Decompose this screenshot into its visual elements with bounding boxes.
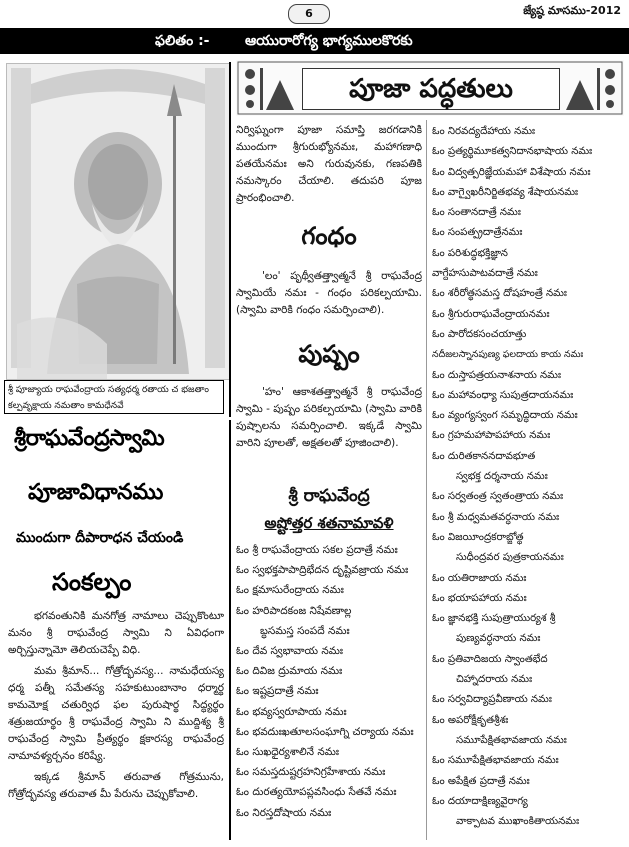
page-title-line1: శ్రీరాఘవేంద్రస్వామి — [14, 426, 165, 451]
list-item: ఓం ఇష్టప్రదాత్రే నమః — [236, 685, 319, 698]
list-item: ఓం అపేక్షిత ప్రదాత్రే నమః — [432, 775, 530, 787]
result-text: ఆయురారోగ్య భాగ్యములకొరకు — [245, 33, 413, 49]
pushpam-paragraph: 'హం' ఆకాశతత్త్వాత్మనే శ్రీ రాఘవేంద్ర స్వామి - పుష్పం పరికల్పయామి (స్వామి వారికి పుష్పాలను సమర్పించాలి. ఇక్కడే స్వామి వారిని పూలతో, అక్షతలతో పూజించాలి). — [236, 386, 422, 449]
list-item: ఓం వ్యంగ్యస్వంగ సమృద్ధిదాయ నమః — [432, 410, 578, 422]
intro-text — [236, 122, 422, 207]
list-item: ఓం సంతానదాత్రే నమః — [432, 207, 521, 219]
names-list-right — [432, 122, 627, 832]
list-item: ఓం దుస్తాపత్రయనాశనాయ నమః — [432, 369, 561, 381]
list-item: చిహ్నాదరాయ నమః — [456, 674, 533, 686]
list-item: ఓం దురత్యయోపప్లవసింధు సేతవే నమః — [236, 786, 397, 799]
puja-banner — [236, 60, 624, 116]
list-item: ఓం పరిశుద్ధభక్తిజ్ఞాన — [432, 247, 508, 259]
list-item: ఓం దయాదాక్షిణ్యవైరాగ్య — [432, 795, 528, 807]
list-item: ఓం స్వభక్తపాపాద్రిభేదన దృష్టివజ్రాయ నమః — [236, 564, 409, 577]
column-divider — [229, 420, 231, 840]
list-item: బ్ధసమస్త సంపదే నమః — [260, 624, 350, 637]
list-item: ఓం సర్వతంత్ర స్వతంత్రాయ నమః — [432, 491, 564, 503]
column-divider — [426, 120, 427, 840]
list-item: ఓం సంపత్ప్రదాత్రేనమః — [432, 227, 523, 239]
list-item: సమూపేక్షితభావజాయ నమః — [456, 734, 567, 746]
gandham-paragraph: 'లం' పృథ్వీతత్త్వాత్మనే శ్రీ రాఘవేంద్ర స్వామియే నమః - గంధం పరికల్పయామి. (స్వామి వారికి గంధం సమర్పించాలి). — [236, 270, 422, 316]
list-item: ఓం జ్ఞానభక్తి సుపుత్రాయుర్యశ శ్రీ — [432, 613, 556, 625]
names-list-middle — [236, 540, 424, 823]
paragraph: ఇక్కడ శ్రీమాన్ తరువాత గోత్రమును, గోత్రోద్భవస్య తరువాత మీ పేరును చెప్పుకోవాలి. — [8, 771, 224, 800]
pushpam-text — [236, 384, 422, 452]
photo-caption: శ్రీ పూజ్యాయ రాఘవేంద్రాయ సత్యధర్మ రతాయ చ భజతాం కల్పవృక్షాయ నమతాం కామధేనవే — [4, 380, 224, 414]
sankalpam-text — [8, 608, 224, 807]
list-item: ఓం గ్రహమహాపాపహాయ నమః — [432, 430, 551, 442]
swamy-photo — [6, 63, 230, 380]
banner-title: పూజా పద్ధతులు — [302, 68, 560, 110]
list-item: ఓం భవదుఃఖతూలసంఘాగ్ని చర్యాయ నమః — [236, 725, 414, 738]
list-item: ఓం భయాపహాయ నమః — [432, 592, 527, 604]
list-item: ఓం సుఖధైర్యశాలినే నమః — [236, 746, 339, 759]
list-item: ఓం శ్రీగురురాఘవేంద్రాయనమః — [432, 308, 550, 320]
list-item: ఓం వాగ్వైఖరీనిర్జితభవ్య శేషాయనమః — [432, 186, 579, 198]
subtitle: ముందుగా దీపారాధన చేయండి — [16, 530, 184, 546]
page-number: 6 — [288, 4, 330, 24]
paragraph: భగవంతునికి మనగోత్ర నామాలు చెప్పుకొంటూ మనం శ్రీ రాఘవేంద్ర స్వామి ని ఏవిధంగా అర్చిస్తున్నామో తెలియచెప్పే విధి. — [8, 610, 224, 656]
list-item: ఓం సర్వవిద్యాప్రవీణాయ నమః — [432, 694, 552, 706]
list-item: నదీజలస్నానపుణ్య ఫలదాయ కాయ నమః — [432, 349, 584, 361]
result-label: ఫలితం :- — [155, 33, 210, 49]
list-item: ఓం భవ్యస్వరూపాయ నమః — [236, 705, 347, 718]
column-divider — [229, 62, 231, 417]
list-item: ఓం సమూపేక్షితభావజాయ నమః — [432, 755, 559, 767]
list-item: స్వభక్త దర్శనాయ నమః — [456, 471, 548, 483]
list-item: ఓం ప్రత్యర్థిమూకత్వనిదానభాషాయ నమః — [432, 146, 593, 158]
gandham-title: గంధం — [301, 222, 357, 250]
issue-label: జ్యేష్ఠ మాసము-2012 — [523, 4, 621, 17]
list-item: ఓం మహావంధ్యా సుపుత్రదాయనమః — [432, 389, 574, 401]
list-item: ఓం యతిరాజాయ నమః — [432, 572, 527, 584]
list-item: ఓం హరిపాదకంజ నిషేవణాల్ల — [236, 604, 352, 617]
list-title: శ్రీ రాఘవేంద్ర — [288, 486, 370, 506]
result-bar — [0, 28, 629, 54]
gandham-text — [236, 268, 422, 319]
list-item: ఓం నిరవద్యదేహాయ నమః — [432, 126, 536, 137]
list-item: ఓం అపరోక్షీకృతశ్రీశః — [432, 714, 509, 726]
list-item: ఓం శ్రీ మధ్వమతవర్ధనాయ నమః — [432, 511, 560, 523]
list-item: ఓం దివిజ ద్రుమాయ నమః — [236, 665, 343, 678]
list-subtitle: అష్టోత్తర శతనామావళి — [264, 514, 394, 532]
list-item: వాక్పాటవ ముఖాంకితాయనమః — [456, 816, 580, 828]
pushpam-title: పుష్పం — [298, 340, 360, 368]
list-item: ఓం నిరస్తదోషాయ నమః — [236, 806, 332, 819]
list-item: ఓం సమస్తదుష్టగ్రహనిగ్రహేశాయ నమః — [236, 766, 386, 779]
list-item: ఓం ప్రతివాదిజయ స్వాంతభేద — [432, 653, 548, 665]
paragraph: మమ శ్రీమాన్... గోత్రోద్భవస్య... నామధేయస్య ధర్మ పత్నీ సమేతస్య సహకుటుంబానాం ధర్మార్థ కామమోక్ష చతుర్విధ ఫల పురుషార్థ సిద్ధ్యర్థం శత్రుజయార్థం శ్రీ రాఘవేంద్ర స్వామి ని ముద్దిశ్య శ్రీ రాఘవేంద్ర స్వామి ప్రీత్యర్థం క్షకారస్య రాఘవేంద్ర నామావళ్యర్చనం కరిష్యే. — [8, 665, 224, 762]
list-item: ఓం దురితకాననదావభూత — [432, 450, 536, 462]
list-item: ఓం శరీరోత్థసమస్త దోషహంత్రే నమః — [432, 288, 567, 300]
swamy-illustration — [7, 64, 229, 379]
list-item: వాగ్దేహసుపాటవదాత్రే నమః — [432, 268, 538, 280]
list-item: ఓం దేవ స్వభావాయ నమః — [236, 645, 343, 658]
list-item: సుధీంద్రవర పుత్రకాయనమః — [456, 552, 564, 564]
list-item: ఓం విద్వత్పరిజ్ఞేయమహా విశేషాయ నమః — [432, 166, 591, 178]
list-item: ఓం పారోదకసంచయాత్తు — [432, 328, 527, 340]
list-item: ఓం విజయీంద్రకరాబ్జోత్థ — [432, 531, 524, 543]
list-item: ఓం శ్రీ రాఘవేంద్రాయ సకల ప్రదాత్రే నమః — [236, 544, 398, 556]
sankalpam-title: సంకల్పం — [52, 568, 132, 596]
intro-paragraph: నిర్విఘ్నంగా పూజా సమాప్తి జరగడానికి ముందుగా శ్రీగురుభ్యోనమః, మహాగణాధి పతయేనమః అని గురువునకు, గణపతికి నమస్కారం చేయాలి. తదుపరి పూజ ప్రారంభించాలి. — [236, 124, 422, 204]
list-item: పుణ్యవర్ధనాయ నమః — [456, 633, 541, 645]
page-title-line2: పూజావిధానము — [28, 480, 164, 505]
list-item: ఓం క్షమాసురేంద్రాయ నమః — [236, 584, 344, 597]
